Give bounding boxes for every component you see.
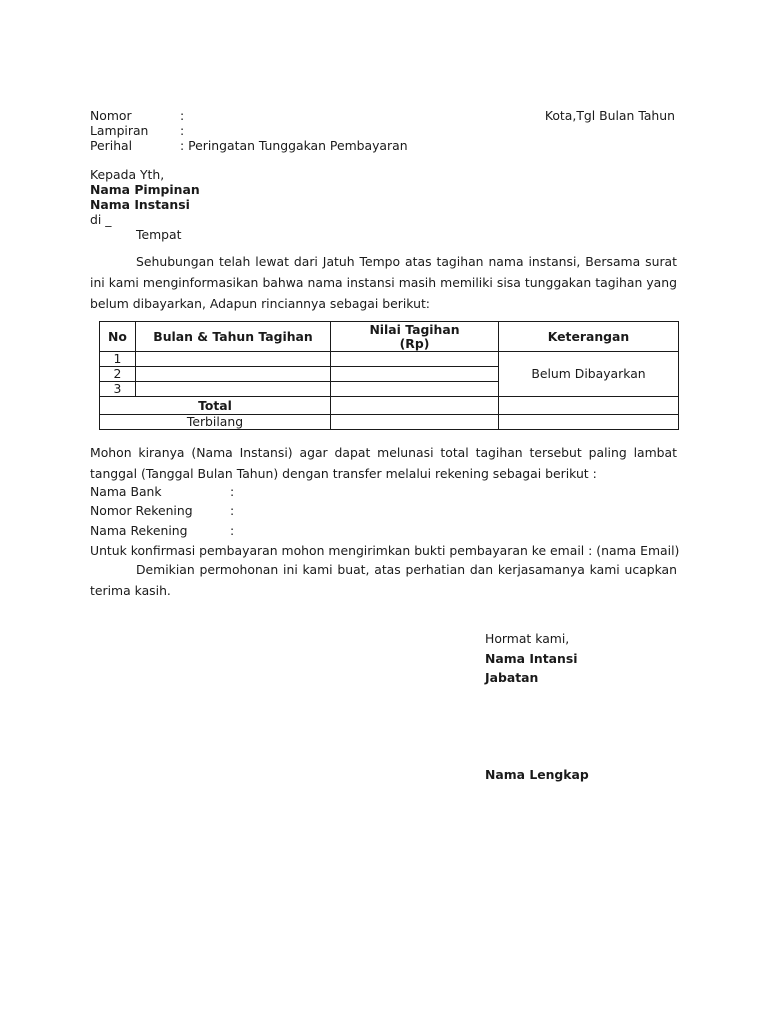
row-no: 2: [100, 367, 136, 382]
header-no: No: [100, 322, 136, 352]
row-no: 3: [100, 382, 136, 397]
billing-table: [99, 321, 679, 430]
account-name-colon: :: [230, 523, 235, 538]
signature-regards: Hormat kami,: [485, 631, 570, 646]
row-period-cell: [136, 367, 331, 382]
note-cell: Belum Dibayarkan: [499, 352, 679, 397]
greeting: Kepada Yth,: [90, 167, 165, 182]
place-date: Kota,Tgl Bulan Tahun: [544, 108, 675, 123]
signature-position: Jabatan: [485, 670, 539, 685]
row-period-cell: [136, 352, 331, 367]
total-amount-cell: [331, 397, 499, 415]
lampiran-label: Lampiran: [90, 123, 149, 138]
row-amount-cell: [331, 352, 499, 367]
header-amount-line2: (Rp): [399, 335, 430, 351]
header-amount: [331, 322, 499, 352]
table-header-row: [100, 322, 679, 352]
lampiran-colon: :: [180, 123, 185, 138]
total-row: [100, 397, 679, 415]
row-amount-cell: [331, 367, 499, 382]
nomor-label: Nomor: [90, 108, 132, 123]
signature-full-name: Nama Lengkap: [485, 767, 589, 782]
terbilang-amount-cell: [331, 415, 499, 430]
account-number-colon: :: [230, 503, 235, 518]
header-note: Keterangan: [499, 322, 679, 352]
terbilang-label: Terbilang: [100, 415, 331, 430]
recipient-leader: Nama Pimpinan: [90, 182, 200, 197]
signature-institution: Nama Intansi: [485, 651, 578, 666]
perihal-value: : Peringatan Tunggakan Pembayaran: [180, 138, 408, 153]
recipient-di: di _: [90, 212, 112, 227]
account-number-label: Nomor Rekening: [90, 503, 193, 518]
total-note-cell: [499, 397, 679, 415]
nomor-colon: :: [180, 108, 185, 123]
intro-text: Sehubungan telah lewat dari Jatuh Tempo atas tagihan nama instansi, Bersama surat ini kami menginformasikan bahwa nama instansi masih memiliki sisa tunggakan tagihan yang belum dibayarkan, Adapun rinciannya sebagai berikut:: [90, 254, 677, 311]
header-period: Bulan & Tahun Tagihan: [136, 322, 331, 352]
terbilang-row: [100, 415, 679, 430]
terbilang-note-cell: [499, 415, 679, 430]
bank-label: Nama Bank: [90, 484, 162, 499]
intro-paragraph: [90, 251, 677, 314]
bank-colon: :: [230, 484, 235, 499]
account-name-line: [90, 523, 234, 539]
table-row: [100, 352, 679, 367]
closing-text: Demikian permohonan ini kami buat, atas perhatian dan kerjasamanya kami ucapkan terima kasih.: [90, 562, 677, 598]
bank-line: [90, 484, 234, 500]
row-no: 1: [100, 352, 136, 367]
confirmation-text: Untuk konfirmasi pembayaran mohon mengirimkan bukti pembayaran ke email : (nama Email): [90, 543, 680, 558]
perihal-label: Perihal: [90, 138, 133, 153]
account-name-label: Nama Rekening: [90, 523, 188, 538]
account-number-line: [90, 503, 234, 519]
header-amount-line1: Nilai Tagihan: [369, 321, 460, 337]
request-paragraph: Mohon kiranya (Nama Instansi) agar dapat melunasi total tagihan tersebut paling lambat tanggal (Tanggal Bulan Tahun) dengan transfer melalui rekening sebagai berikut :: [90, 445, 677, 481]
recipient-tempat: Tempat: [136, 227, 182, 242]
closing-paragraph: [90, 559, 677, 601]
row-period-cell: [136, 382, 331, 397]
total-label: Total: [100, 397, 331, 415]
recipient-institution: Nama Instansi: [90, 197, 190, 212]
row-amount-cell: [331, 382, 499, 397]
